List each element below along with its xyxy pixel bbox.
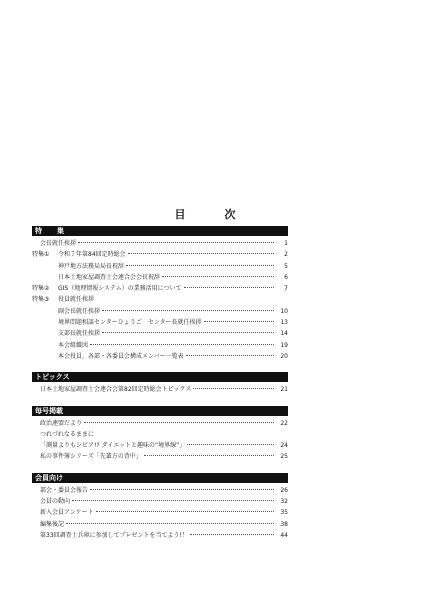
toc-section [32, 473, 288, 541]
toc-entry-title: 本会組織図 [58, 341, 89, 349]
toc-entry[interactable] [32, 429, 288, 440]
toc-entry-page: 5 [284, 262, 288, 270]
toc-entry-title: 政治連盟だより [40, 419, 83, 427]
toc-entry-page: 6 [284, 273, 288, 281]
dot-leader [187, 444, 274, 445]
dot-leader [96, 511, 274, 512]
toc-entry-title: 「測量よりもシビア!? ダイエットと趣味の“境界線”」 [40, 442, 186, 450]
toc-entry-prefix: 特集② [32, 285, 50, 293]
dot-leader [90, 344, 274, 345]
toc-entry[interactable] [32, 238, 288, 249]
toc-entry-title: 本会役員、各部・各委員会構成メンバー一覧表 [58, 352, 184, 360]
dot-leader [184, 287, 274, 288]
toc-entry-page: 24 [280, 442, 288, 450]
toc-entry-title: 私の事件簿シリーズ「先輩方の背中」 [40, 453, 142, 461]
toc-entry-page: 22 [280, 419, 288, 427]
toc-entry-prefix: 特集③ [32, 296, 50, 304]
dot-leader [78, 242, 274, 243]
dot-leader [193, 388, 274, 389]
toc-entry-title: 神戸地方法務局局長祝辞 [58, 262, 125, 270]
toc-entry-page: 35 [280, 509, 288, 517]
toc-entry-page: 13 [280, 319, 288, 327]
toc-entry-title: 部会・委員会報告 [40, 486, 89, 494]
toc-entry-title: 副会長就任挨拶 [58, 307, 101, 315]
toc-entry[interactable] [32, 261, 288, 272]
toc-entry[interactable] [32, 418, 288, 429]
toc-list [32, 226, 288, 551]
section-heading: トピックス [32, 372, 288, 382]
section-heading: 特 集 [32, 226, 288, 236]
toc-entry-page: 19 [280, 341, 288, 349]
toc-section [32, 406, 288, 463]
toc-entry-title: 会員の動向 [40, 498, 71, 506]
toc-entry[interactable] [32, 530, 288, 541]
toc-entry-page: 1 [284, 240, 288, 247]
toc-entry-page: 21 [280, 386, 288, 394]
toc-entry-title: 編集後記 [40, 520, 65, 528]
toc-entry-page: 32 [280, 498, 288, 506]
page-title: 目 次 [174, 208, 250, 221]
toc-entry[interactable] [32, 283, 288, 294]
dot-leader [204, 321, 274, 322]
toc-entry[interactable] [32, 485, 288, 496]
dot-leader [84, 422, 274, 423]
dot-leader [72, 500, 274, 501]
dot-leader [144, 455, 274, 456]
toc-entry-title: GIS（地理情報システム）の業務活用について [58, 285, 182, 293]
dot-leader [162, 276, 274, 277]
section-heading: 毎号掲載 [32, 406, 288, 416]
toc-entry-title: 役員就任挨拶 [58, 296, 95, 304]
toc-entry[interactable] [32, 340, 288, 351]
toc-entry-page: 2 [284, 251, 288, 259]
toc-entry-title: 支部長就任挨拶 [58, 330, 101, 338]
toc-entry-prefix: 特集① [32, 251, 50, 259]
toc-entry[interactable] [32, 519, 288, 530]
toc-entry[interactable] [32, 294, 288, 305]
toc-entry-page: 7 [284, 285, 288, 293]
toc-section [32, 226, 288, 362]
toc-entry-title: 境界問題相談センターひょうご センター長就任挨拶 [58, 319, 202, 327]
toc-entry[interactable] [32, 249, 288, 260]
toc-entry-title: 第33回調査士兵庫に参加してプレゼントを当てよう!！ [40, 531, 188, 539]
toc-entry[interactable] [32, 317, 288, 328]
dot-leader [190, 534, 274, 535]
toc-entry[interactable] [32, 384, 288, 395]
toc-entry-page: 10 [280, 307, 288, 315]
toc-entry-page: 26 [280, 486, 288, 494]
toc-entry[interactable] [32, 328, 288, 339]
section-heading: 会員向け [32, 473, 288, 483]
toc-entry-page: 25 [280, 453, 288, 461]
toc-entry-title: 日本土地家屋調査士会連合会第82回定時総会トピックス [40, 386, 192, 394]
toc-entry-page: 44 [280, 531, 288, 539]
toc-entry-title: 令和７年第84回定時総会 [58, 251, 126, 259]
toc-entry[interactable] [32, 306, 288, 317]
toc-entry[interactable] [32, 507, 288, 518]
toc-entry[interactable] [32, 351, 288, 362]
toc-entry[interactable] [32, 272, 288, 283]
toc-entry-page: 38 [280, 520, 288, 528]
dot-leader [126, 265, 274, 266]
toc-entry[interactable] [32, 440, 288, 451]
toc-entry-page: 20 [280, 352, 288, 360]
dot-leader [102, 310, 274, 311]
dot-leader [90, 489, 274, 490]
dot-leader [102, 332, 274, 333]
toc-entry[interactable] [32, 496, 288, 507]
dot-leader [128, 253, 274, 254]
toc-section [32, 372, 288, 395]
dot-leader [186, 355, 274, 356]
toc-entry-title: 日本土地家屋調査士会連合会会長祝辞 [58, 273, 161, 281]
toc-entry-title: 新入会員アンケート [40, 509, 94, 517]
toc-entry[interactable] [32, 451, 288, 462]
toc-entry-title: 会長就任挨拶 [40, 240, 77, 247]
toc-entry-title: つれづれなるままに [40, 430, 94, 438]
dot-leader [66, 523, 274, 524]
toc-entry-page: 14 [280, 330, 288, 338]
